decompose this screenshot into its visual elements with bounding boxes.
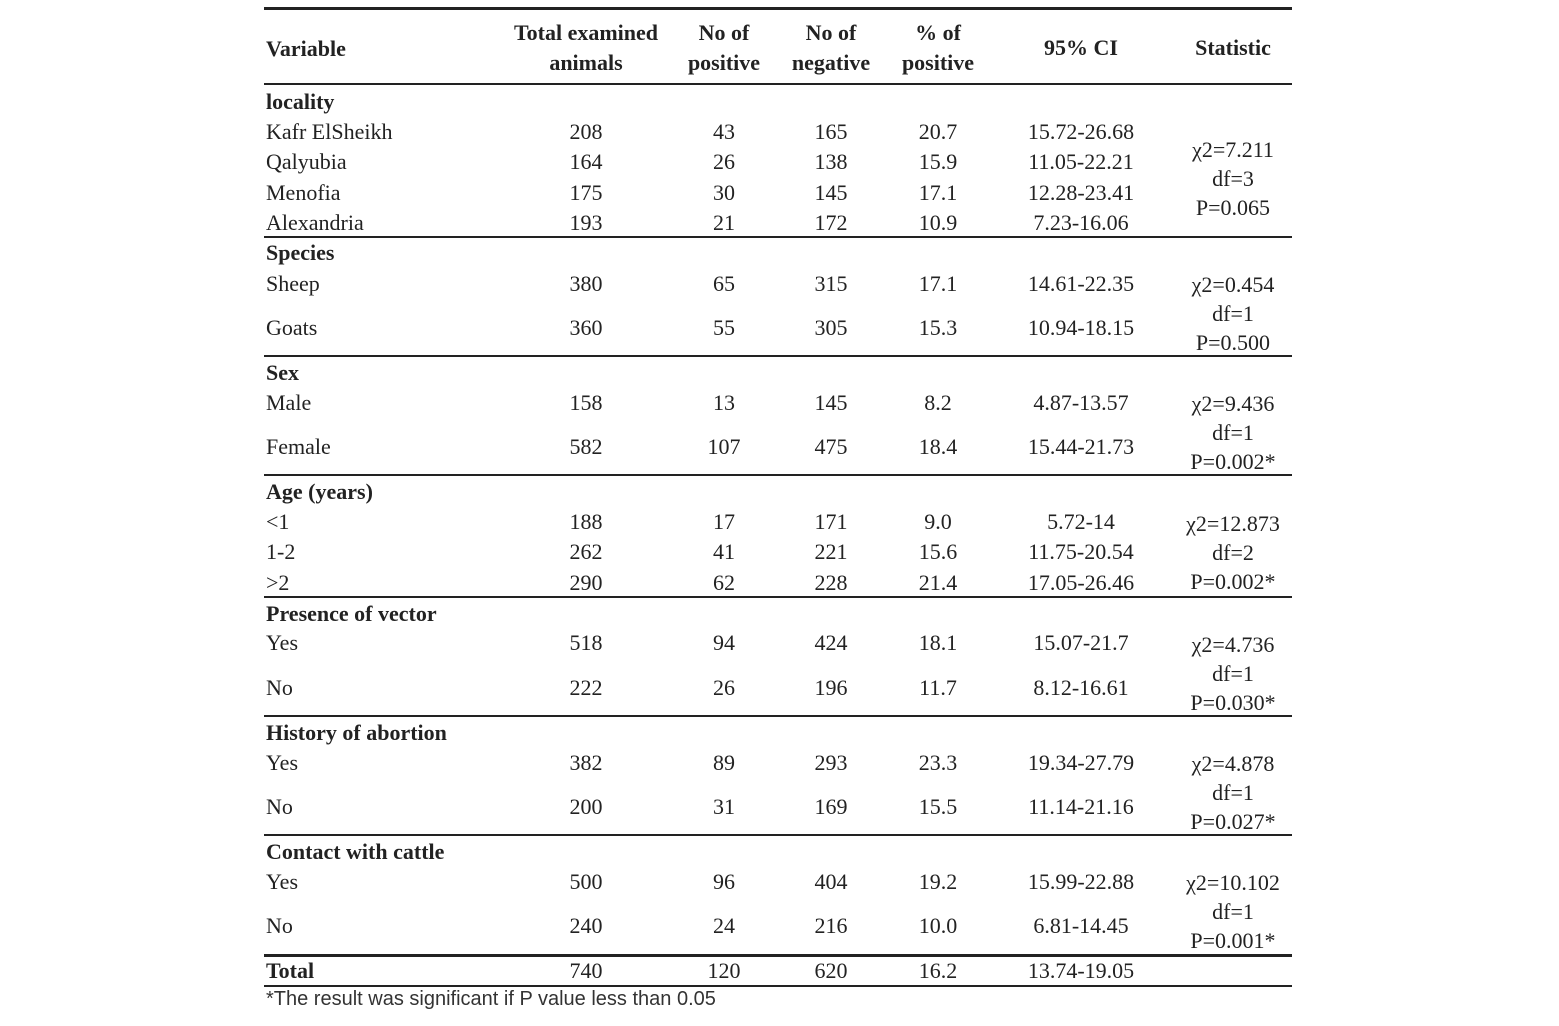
statistic-line: df=1 [1212, 780, 1254, 805]
total-total-examined-cell: 740 [569, 958, 603, 983]
ci-cell: 17.05-26.46 [1027, 570, 1135, 595]
total-top-rule [264, 954, 1292, 957]
statistic-line: χ2=10.102 [1186, 870, 1280, 895]
group-divider-rule [264, 474, 1292, 476]
no-negative-cell: 172 [814, 210, 848, 235]
row-label-cell: Alexandria [266, 210, 364, 235]
header-percent-line2: positive [901, 50, 975, 75]
no-negative-cell: 165 [814, 119, 848, 144]
no-negative-cell: 404 [814, 869, 848, 894]
no-negative-cell: 475 [814, 434, 848, 459]
no-negative-cell: 293 [814, 750, 848, 775]
group-title: Age (years) [266, 479, 373, 504]
row-label-cell: >2 [266, 570, 290, 595]
no-positive-cell: 96 [713, 869, 735, 894]
no-positive-cell: 26 [713, 149, 735, 174]
statistic-line: χ2=12.873 [1186, 511, 1280, 536]
statistic-line: df=1 [1212, 301, 1254, 326]
total-examined-cell: 164 [569, 149, 603, 174]
ci-cell: 19.34-27.79 [1027, 750, 1135, 775]
no-positive-cell: 30 [713, 180, 735, 205]
statistic-line: χ2=0.454 [1191, 272, 1275, 297]
total-no-negative-cell: 620 [814, 958, 848, 983]
statistic-cell [1186, 868, 1280, 955]
group-title: Contact with cattle [266, 839, 445, 864]
no-positive-cell: 65 [713, 271, 735, 296]
header-positive-line1: No of [698, 20, 750, 45]
total-examined-cell: 360 [569, 315, 603, 340]
group-divider-rule [264, 355, 1292, 357]
header-bottom-rule [264, 83, 1292, 85]
ci-cell: 7.23-16.06 [1033, 210, 1129, 235]
percent-positive-cell: 8.2 [924, 390, 952, 415]
no-negative-cell: 169 [814, 794, 848, 819]
row-label-cell: Yes [266, 750, 299, 775]
ci-cell: 15.07-21.7 [1033, 630, 1129, 655]
total-examined-cell: 500 [569, 869, 603, 894]
total-examined-cell: 222 [569, 675, 603, 700]
group-title: History of abortion [266, 720, 447, 745]
ci-cell: 10.94-18.15 [1027, 315, 1135, 340]
no-negative-cell: 145 [814, 180, 848, 205]
group-divider-rule [264, 236, 1292, 238]
total-examined-cell: 240 [569, 913, 603, 938]
header-no-positive [688, 18, 760, 78]
no-negative-cell: 171 [814, 509, 848, 534]
no-negative-cell: 228 [814, 570, 848, 595]
statistic-line: P=0.002* [1190, 569, 1276, 594]
no-negative-cell: 424 [814, 630, 848, 655]
no-positive-cell: 24 [713, 913, 735, 938]
footnote: *The result was significant if P value less than 0.05 [266, 988, 716, 1010]
percent-positive-cell: 20.7 [918, 119, 958, 144]
statistic-line: P=0.001* [1190, 928, 1276, 953]
percent-positive-cell: 15.3 [918, 315, 958, 340]
no-positive-cell: 89 [713, 750, 735, 775]
ci-cell: 15.44-21.73 [1027, 434, 1135, 459]
no-negative-cell: 305 [814, 315, 848, 340]
no-positive-cell: 55 [713, 315, 735, 340]
total-examined-cell: 193 [569, 210, 603, 235]
group-divider-rule [264, 596, 1292, 598]
statistic-line: χ2=9.436 [1191, 391, 1275, 416]
row-label-cell: Menofia [266, 180, 341, 205]
statistic-line: χ2=4.736 [1191, 632, 1275, 657]
percent-positive-cell: 18.4 [918, 434, 958, 459]
total-label: Total [266, 958, 315, 983]
percent-positive-cell: 15.9 [918, 149, 958, 174]
row-label-cell: 1-2 [266, 539, 296, 564]
ci-cell: 11.75-20.54 [1028, 539, 1134, 564]
statistic-line: df=1 [1212, 420, 1254, 445]
statistic-line: P=0.065 [1195, 195, 1271, 220]
no-negative-cell: 315 [814, 271, 848, 296]
no-positive-cell: 41 [713, 539, 735, 564]
header-positive-line2: positive [687, 50, 761, 75]
ci-cell: 5.72-14 [1047, 509, 1115, 534]
header-variable: Variable [266, 36, 346, 61]
no-positive-cell: 43 [713, 119, 735, 144]
total-examined-cell: 290 [569, 570, 603, 595]
no-negative-cell: 138 [814, 149, 848, 174]
percent-positive-cell: 19.2 [918, 869, 958, 894]
row-label-cell: Sheep [266, 271, 320, 296]
group-title: Presence of vector [266, 601, 437, 626]
statistic-cell [1190, 749, 1275, 836]
no-positive-cell: 26 [713, 675, 735, 700]
ci-cell: 14.61-22.35 [1027, 271, 1135, 296]
statistic-line: df=1 [1212, 661, 1254, 686]
row-label-cell: Yes [266, 869, 299, 894]
row-label-cell: Male [266, 390, 312, 415]
statistic-line: χ2=4.878 [1191, 751, 1275, 776]
row-label-cell: <1 [266, 509, 290, 534]
group-title: Sex [266, 360, 299, 385]
table-top-rule [264, 7, 1292, 10]
percent-positive-cell: 17.1 [918, 180, 958, 205]
total-examined-cell: 200 [569, 794, 603, 819]
total-examined-cell: 262 [569, 539, 603, 564]
header-total-line2: animals [549, 50, 623, 75]
total-no-positive-cell: 120 [707, 958, 741, 983]
percent-positive-cell: 21.4 [918, 570, 958, 595]
percent-positive-cell: 15.5 [918, 794, 958, 819]
group-divider-rule [264, 715, 1292, 717]
group-title: Species [266, 240, 335, 265]
ci-cell: 4.87-13.57 [1033, 390, 1129, 415]
percent-positive-cell: 15.6 [918, 539, 958, 564]
no-negative-cell: 145 [814, 390, 848, 415]
percent-positive-cell: 17.1 [918, 271, 958, 296]
statistic-cell [1186, 509, 1280, 596]
statistic-line: P=0.027* [1190, 809, 1276, 834]
row-label-cell: Yes [266, 630, 299, 655]
row-label-cell: Female [266, 434, 331, 459]
header-negative-line2: negative [791, 50, 871, 75]
group-divider-rule [264, 834, 1292, 836]
total-examined-cell: 208 [569, 119, 603, 144]
header-95-ci: 95% CI [1044, 35, 1118, 60]
ci-cell: 15.99-22.88 [1027, 869, 1135, 894]
ci-cell: 15.72-26.68 [1027, 119, 1135, 144]
header-total-line1: Total examined [513, 20, 659, 45]
no-positive-cell: 13 [713, 390, 735, 415]
header-negative-line1: No of [805, 20, 857, 45]
percent-positive-cell: 11.7 [919, 675, 957, 700]
ci-cell: 6.81-14.45 [1033, 913, 1129, 938]
total-examined-cell: 380 [569, 271, 603, 296]
percent-positive-cell: 10.9 [918, 210, 958, 235]
total-examined-cell: 175 [569, 180, 603, 205]
statistic-line: P=0.030* [1190, 690, 1276, 715]
percent-positive-cell: 9.0 [924, 509, 952, 534]
statistic-cell [1190, 389, 1275, 476]
total-percent-positive-cell: 16.2 [918, 958, 958, 983]
total-examined-cell: 518 [569, 630, 603, 655]
row-label-cell: No [266, 794, 293, 819]
row-label-cell: Kafr ElSheikh [266, 119, 393, 144]
row-label-cell: Qalyubia [266, 149, 347, 174]
header-total-examined [514, 18, 658, 78]
statistic-cell [1190, 630, 1275, 717]
ci-cell: 12.28-23.41 [1027, 180, 1135, 205]
no-positive-cell: 17 [713, 509, 735, 534]
header-statistic: Statistic [1195, 35, 1271, 60]
statistic-line: χ2=7.211 [1192, 137, 1274, 162]
row-label-cell: No [266, 675, 293, 700]
statistic-line: df=3 [1212, 166, 1254, 191]
statistic-line: P=0.500 [1195, 330, 1271, 355]
no-positive-cell: 31 [713, 794, 735, 819]
no-negative-cell: 196 [814, 675, 848, 700]
no-negative-cell: 221 [814, 539, 848, 564]
total-examined-cell: 188 [569, 509, 603, 534]
no-negative-cell: 216 [814, 913, 848, 938]
statistic-line: P=0.002* [1190, 449, 1276, 474]
ci-cell: 8.12-16.61 [1033, 675, 1129, 700]
header-no-negative [792, 18, 870, 78]
header-percent-line1: % of [915, 20, 961, 45]
no-positive-cell: 94 [713, 630, 735, 655]
statistic-cell [1192, 270, 1275, 357]
statistic-cell [1192, 135, 1274, 222]
group-title: locality [266, 89, 335, 114]
percent-positive-cell: 18.1 [918, 630, 958, 655]
ci-cell: 11.14-21.16 [1028, 794, 1134, 819]
total-examined-cell: 382 [569, 750, 603, 775]
no-positive-cell: 107 [707, 434, 741, 459]
no-positive-cell: 21 [713, 210, 735, 235]
header-percent-positive [902, 18, 974, 78]
row-label-cell: Goats [266, 315, 318, 340]
statistic-line: df=2 [1212, 540, 1254, 565]
no-positive-cell: 62 [713, 570, 735, 595]
percent-positive-cell: 10.0 [918, 913, 958, 938]
percent-positive-cell: 23.3 [918, 750, 958, 775]
row-label-cell: No [266, 913, 293, 938]
ci-cell: 11.05-22.21 [1028, 149, 1134, 174]
total-ci-cell: 13.74-19.05 [1027, 958, 1135, 983]
statistic-line: df=1 [1212, 899, 1254, 924]
total-examined-cell: 158 [569, 390, 603, 415]
total-examined-cell: 582 [569, 434, 603, 459]
